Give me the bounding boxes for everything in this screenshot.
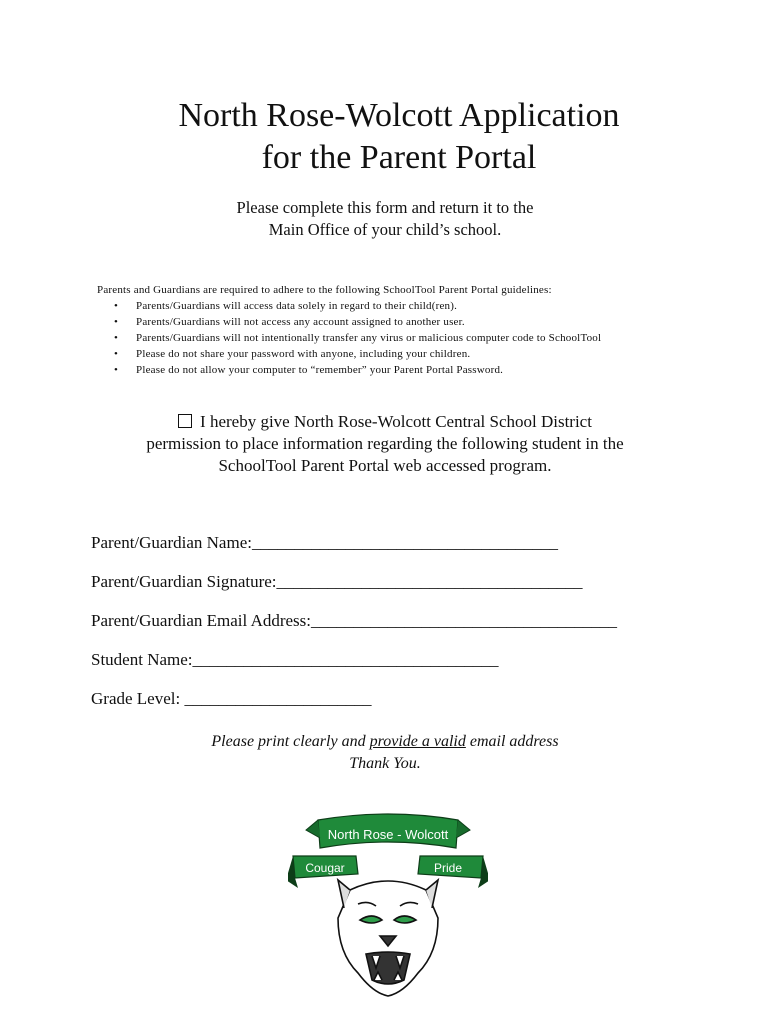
instructions [0, 197, 770, 241]
cougar-logo-icon [288, 808, 488, 1008]
guidelines-list [97, 298, 717, 378]
permission-line-2: permission to place information regarding the following student in the [146, 434, 624, 453]
document-title [0, 95, 770, 179]
consent-checkbox[interactable] [178, 414, 192, 428]
guideline-item [97, 362, 717, 378]
permission-statement [0, 411, 770, 477]
guideline-item [97, 314, 717, 330]
bullet-icon: • [114, 316, 119, 328]
form-fields [91, 533, 617, 728]
note-suffix: email address [465, 733, 559, 750]
bullet-icon: • [114, 364, 119, 376]
parent-signature-field[interactable]: Parent/Guardian Signature:____________________________________ [91, 572, 583, 591]
guideline-item [97, 346, 717, 362]
guidelines-heading: Parents and Guardians are required to adhere to the following SchoolTool Parent Portal guidelines: [97, 284, 552, 296]
banner-left-text: Cougar [305, 861, 345, 875]
title-line-2: for the Parent Portal [261, 139, 537, 176]
guideline-item [97, 298, 717, 314]
note-underlined: provide a valid [369, 733, 466, 750]
banner-right-text: Pride [433, 861, 463, 875]
guideline-item [97, 330, 717, 346]
guideline-text: Please do not allow your computer to “remember” your Parent Portal Password. [136, 364, 504, 376]
closing-note [0, 731, 770, 775]
guidelines-section [97, 282, 717, 378]
parent-email-field[interactable]: Parent/Guardian Email Address:____________________________________ [91, 611, 618, 630]
bullet-icon: • [114, 332, 119, 344]
thank-you: Thank You. [349, 755, 421, 772]
bullet-icon: • [114, 348, 119, 360]
banner-top-text: North Rose - Wolcott [327, 827, 449, 842]
note-prefix: Please print clearly and [211, 733, 370, 750]
instructions-line-1: Please complete this form and return it to the [236, 198, 534, 217]
instructions-line-2: Main Office of your child’s school. [268, 220, 502, 239]
permission-line-1: I hereby give North Rose-Wolcott Central School District [200, 412, 592, 431]
title-line-1: North Rose-Wolcott Application [178, 97, 620, 134]
permission-line-3: SchoolTool Parent Portal web accessed program. [218, 456, 552, 475]
student-name-field[interactable]: Student Name:____________________________________ [91, 650, 499, 669]
guideline-text: Please do not share your password with anyone, including your children. [136, 348, 471, 360]
guideline-text: Parents/Guardians will access data solely in regard to their child(ren). [136, 300, 458, 312]
guideline-text: Parents/Guardians will not intentionally transfer any virus or malicious computer code to SchoolTool [136, 332, 602, 344]
guideline-text: Parents/Guardians will not access any account assigned to another user. [136, 316, 465, 328]
cougar-head-icon [338, 880, 438, 996]
parent-name-field[interactable]: Parent/Guardian Name:____________________________________ [91, 533, 558, 552]
grade-level-field[interactable]: Grade Level: ______________________ [91, 689, 372, 708]
bullet-icon: • [114, 300, 119, 312]
